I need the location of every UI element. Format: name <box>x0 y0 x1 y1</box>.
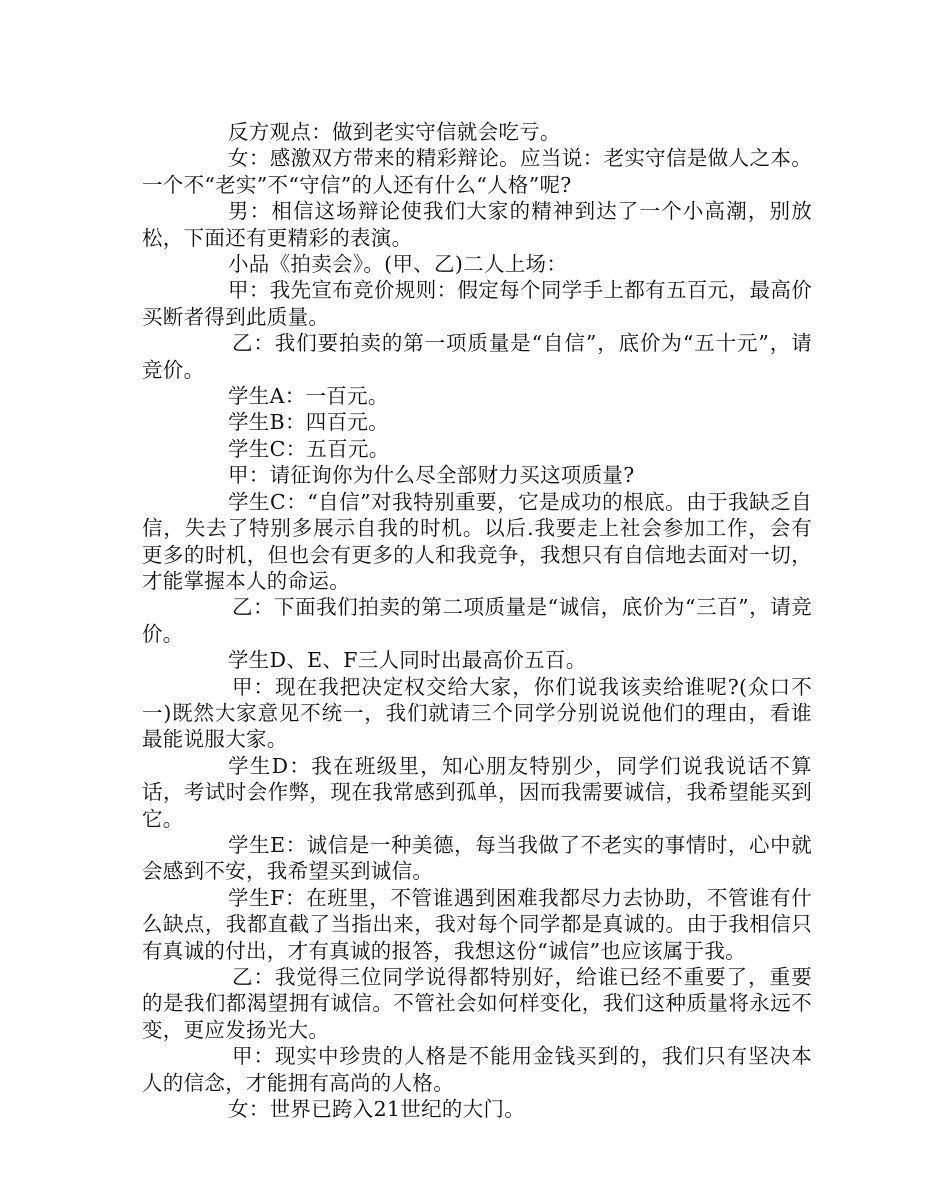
paragraph-jia-rules: 甲：我先宣布竞价规则：假定每个同学手上都有五百元，最高价买断者得到此质量。 <box>142 278 812 329</box>
paragraph-jia-conclusion: 甲：现实中珍贵的人格是不能用金钱买到的，我们只有坚决本人的信念，才能拥有高尚的人格。 <box>142 1044 812 1095</box>
paragraph-student-c-reason: 学生C：“自信”对我特别重要，它是成功的根底。由于我缺乏自信，失去了特别多展示自我的时机。以后.我要走上社会参加工作，会有更多的时机，但也会有更多的人和我竞争，我想只有自信地去面对一切，才能掌握本人的命运。 <box>142 489 812 593</box>
paragraph-yi-conclusion: 乙：我觉得三位同学说得都特别好，给谁已经不重要了，重要的是我们都渴望拥有诚信。不管社会如何样变化，我们这种质量将永远不变，更应发扬光大。 <box>142 965 812 1042</box>
paragraph-yi-first-item: 乙：我们要拍卖的第一项质量是“自信”，底价为“五十元”，请竞价。 <box>142 331 812 382</box>
paragraph-jia-decision: 甲：现在我把决定权交给大家，你们说我该卖给谁呢?(众口不一)既然大家意见不统一，我们就请三个同学分别说说他们的理由，看谁最能说服大家。 <box>142 674 812 752</box>
paragraph-male-host: 男：相信这场辩论使我们大家的精神到达了一个小高潮，别放松，下面还有更精彩的表演。 <box>142 199 812 250</box>
paragraph-female-host-2: 女：世界已跨入21世纪的大门。 <box>228 1097 526 1122</box>
paragraph-student-b: 学生B：四百元。 <box>228 410 389 435</box>
paragraph-female-host-1: 女：感激双方带来的精彩辩论。应当说：老实守信是做人之本。一个不“老实”不“守信”的人还有什么“人格”呢? <box>142 146 812 197</box>
paragraph-jia-question: 甲：请征询你为什么尽全部财力买这项质量? <box>228 463 635 488</box>
paragraph-student-f: 学生F：在班里，不管谁遇到困难我都尽力去协助，不管谁有什么缺点，我都直截了当指出来，我对每个同学都是真诚的。由于我相信只有真诚的付出，才有真诚的报答，我想这份“诚信”也应该属于我。 <box>142 885 812 963</box>
paragraph-student-a: 学生A：一百元。 <box>228 384 389 409</box>
paragraph-skit-intro: 小品《拍卖会》。(甲、乙)二人上场： <box>228 252 568 277</box>
paragraph-students-def-bid: 学生D、E、F三人同时出最高价五百。 <box>228 648 587 673</box>
paragraph-student-d: 学生D：我在班级里，知心朋友特别少，同学们说我说话不算话，考试时会作弊，现在我常感到孤单，因而我需要诚信，我希望能买到它。 <box>142 753 812 831</box>
paragraph-student-e: 学生E：诚信是一种美德，每当我做了不老实的事情时，心中就会感到不安，我希望买到诚信。 <box>142 832 812 884</box>
document-body <box>142 119 812 1122</box>
paragraph-opposing-view: 反方观点：做到老实守信就会吃亏。 <box>228 120 561 144</box>
paragraph-student-c: 学生C：五百元。 <box>228 436 390 461</box>
paragraph-yi-second-item: 乙：下面我们拍卖的第二项质量是“诚信，底价为“三百”，请竞价。 <box>142 595 812 646</box>
